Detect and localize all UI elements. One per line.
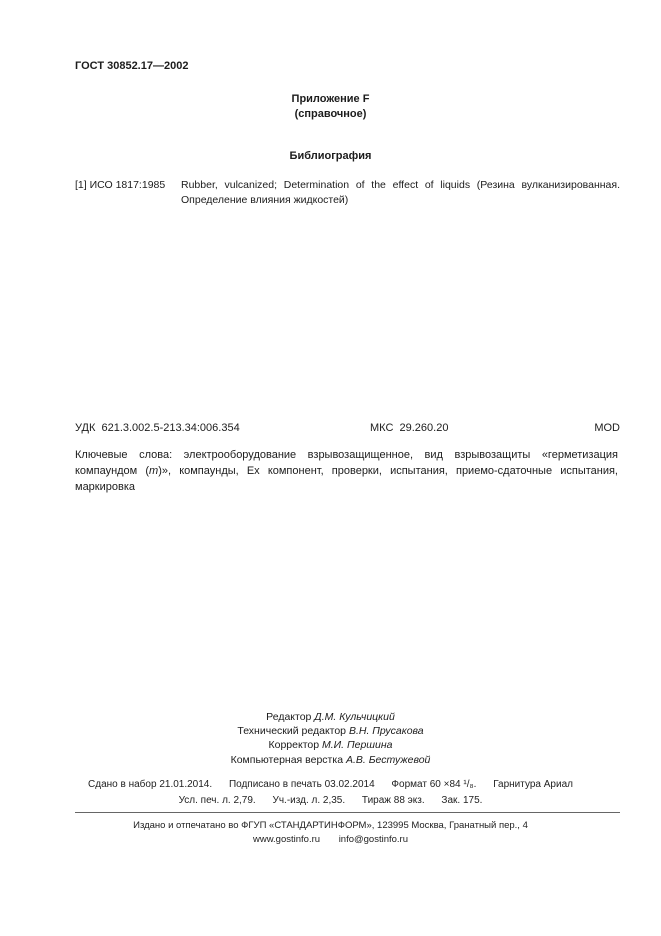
print-info-segment: Зак. 175. bbox=[441, 794, 483, 806]
mod-label: MOD bbox=[594, 422, 620, 434]
editor-name: Д.М. Кульчицкий bbox=[314, 711, 395, 723]
publisher-contacts bbox=[0, 833, 661, 847]
annex-block bbox=[0, 92, 661, 122]
print-info-block bbox=[0, 777, 661, 808]
editor-line bbox=[0, 753, 661, 767]
keywords-italic-m: m bbox=[149, 464, 159, 477]
editor-line bbox=[0, 724, 661, 738]
keywords-text-part1: Ключевые слова: электрооборудование взрывозащищенное, вид взрывозащиты «герметизация компаундом ( bbox=[75, 449, 618, 477]
publisher-line: Издано и отпечатано во ФГУП «СТАНДАРТИНФОРМ», 123995 Москва, Гранатный пер., 4 bbox=[133, 820, 528, 831]
udk-code: УДК 621.3.002.5-213.34:006.354 bbox=[75, 422, 240, 434]
publisher-block bbox=[0, 819, 661, 848]
editors-block bbox=[0, 710, 661, 767]
document-number: ГОСТ 30852.17—2002 bbox=[75, 60, 189, 72]
print-info-segment: Сдано в набор 21.01.2014. bbox=[88, 779, 213, 790]
print-info-segment: Формат 60 ×84 ¹/₈. bbox=[391, 779, 477, 790]
editor-role: Редактор bbox=[266, 711, 312, 723]
footer-divider bbox=[75, 812, 620, 813]
bibliography-entry-text: Rubber, vulcanized; Determination of the effect of liquids (Резина вулканизированная. Определение влияния жидкостей) bbox=[181, 179, 620, 206]
print-info-segment: Уч.-изд. л. 2,35. bbox=[272, 794, 346, 806]
editor-role: Компьютерная верстка bbox=[230, 753, 344, 766]
publisher-website: www.gostinfo.ru bbox=[252, 834, 321, 846]
annex-subtitle: (справочное) bbox=[294, 107, 367, 120]
annex-title: Приложение F bbox=[291, 93, 370, 105]
print-info-segment: Тираж 88 экз. bbox=[361, 794, 425, 806]
bibliography-entry bbox=[75, 178, 620, 207]
keywords-text-part2: )», компаунды, Ех компонент, проверки, испытания, приемо-сдаточные испытания, маркировка bbox=[75, 464, 618, 493]
bibliography-heading: Библиография bbox=[289, 150, 372, 162]
print-info-segment: Подписано в печать 03.02.2014 bbox=[228, 779, 375, 790]
editor-line bbox=[0, 738, 661, 752]
print-info-segment: Усл. печ. л. 2,79. bbox=[178, 794, 256, 806]
print-info-line-2 bbox=[0, 793, 661, 809]
bibliography-entry-ref: [1] ИСО 1817:1985 bbox=[75, 179, 166, 191]
editor-line bbox=[0, 710, 661, 724]
print-info-segment: Гарнитура Ариал bbox=[493, 779, 573, 790]
mks-code: МКС 29.260.20 bbox=[370, 422, 449, 434]
keywords-paragraph bbox=[75, 448, 618, 496]
publisher-email: info@gostinfo.ru bbox=[338, 834, 409, 846]
editor-role: Технический редактор bbox=[237, 725, 347, 738]
editor-role: Корректор bbox=[268, 739, 320, 752]
editor-name: В.Н. Прусакова bbox=[348, 725, 424, 738]
editor-name: А.В. Бестужевой bbox=[345, 753, 431, 766]
classification-line bbox=[75, 422, 620, 436]
print-info-line-1 bbox=[0, 777, 661, 793]
editor-name: М.И. Першина bbox=[322, 739, 393, 752]
